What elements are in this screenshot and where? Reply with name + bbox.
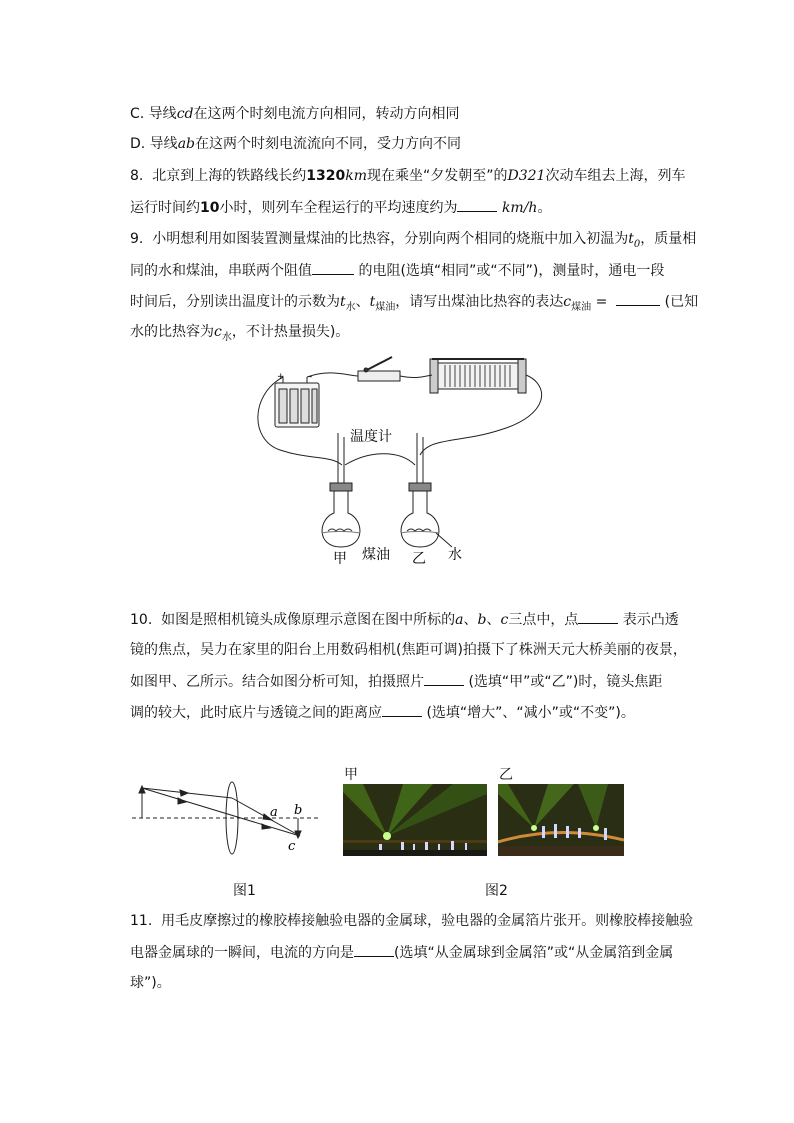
question-number: 9. [130, 231, 144, 247]
text: 现在乘坐“夕发朝至”的 [367, 168, 508, 184]
text: (已知 [664, 294, 699, 310]
text: 调的较大，此时底片与透镜之间的距离应 [130, 705, 382, 721]
symbol-c: c [563, 294, 572, 310]
point-a: a [455, 612, 464, 628]
text: 小时，则列车全程运行的平均速度约为 [219, 200, 458, 216]
battery-icon [275, 377, 319, 427]
minus-sign: - [309, 372, 313, 382]
text: 的电阻(选填“相同”或“不同”)，测量时，通电一段 [358, 263, 665, 279]
text: 用毛皮摩擦过的橡胶棒接触验电器的金属球，验电器的金属箔片张开。则橡胶棒接触验 [161, 913, 694, 929]
point-c: c [500, 612, 509, 628]
value-1320: 1320 [306, 168, 346, 184]
subscript: 煤油 [571, 301, 592, 313]
text: C. 导线 [130, 106, 177, 122]
text: (选填“增大”、“减小”或“不变”)。 [426, 705, 635, 721]
q9-apparatus-figure [250, 355, 560, 575]
q8-line2 [130, 197, 551, 218]
photo-jia-label: 甲 [344, 767, 358, 783]
subscript: 煤油 [375, 301, 396, 313]
text: ，质量相 [640, 231, 697, 247]
subscript: 0 [633, 238, 641, 250]
answer-blank[interactable] [457, 197, 497, 212]
text: 三点中，点 [508, 612, 579, 628]
rheostat-icon [430, 359, 526, 393]
text: 、 [486, 612, 501, 628]
q7-option-d [130, 134, 461, 154]
point-c-label: c [288, 839, 296, 854]
q10-line3 [130, 671, 662, 692]
text: 北京到上海的铁路线长约 [152, 168, 307, 184]
switch-icon [358, 357, 400, 381]
q9-line1 [130, 229, 696, 255]
point-b-label: b [294, 803, 303, 818]
point-b: b [477, 612, 487, 628]
question-number: 10. [130, 612, 153, 628]
symbol-t: t [340, 294, 346, 310]
point-a-label: a [270, 805, 278, 820]
label-kerosene: 煤油 [362, 547, 390, 563]
q7-option-c [130, 104, 460, 124]
text: 次动车组去上海，列车 [545, 168, 686, 184]
text: 时间后，分别读出温度计的示数为 [130, 294, 340, 310]
q10-line4 [130, 702, 635, 723]
answer-blank[interactable] [578, 609, 618, 624]
text: = [591, 294, 612, 310]
text: 运行时间约 [130, 200, 200, 216]
text: 电器金属球的一瞬间，电流的方向是 [130, 945, 354, 961]
unit-kmh: km/h [501, 200, 538, 216]
subscript: 水 [221, 331, 232, 343]
text: 在这两个时刻电流方向相同，转动方向相同 [193, 106, 460, 122]
text: 水的比热容为 [130, 324, 214, 340]
text: ，不计热量损失)。 [231, 324, 350, 340]
q11-line1 [130, 911, 693, 931]
answer-blank[interactable] [312, 260, 354, 275]
train-number: D321 [507, 168, 546, 184]
answer-blank[interactable] [424, 671, 464, 686]
question-number: 11. [130, 913, 153, 929]
flask-yi [401, 483, 439, 547]
symbol-c: c [214, 324, 222, 340]
thermometer-label: 温度计 [350, 429, 392, 445]
value-10: 10 [200, 200, 220, 216]
question-number: 8. [130, 168, 144, 184]
symbol-t: t [369, 294, 376, 310]
text: 球”)。 [130, 975, 171, 991]
text: (选填“甲”或“乙”)时，镜头焦距 [468, 674, 663, 690]
text: 表示凸透 [622, 612, 679, 628]
text: 如图是照相机镜头成像原理示意图在图中所标的 [161, 612, 456, 628]
label-jia: 甲 [333, 551, 347, 567]
text: 同的水和煤油，串联两个阻值 [130, 263, 312, 279]
lens-diagram [128, 776, 328, 866]
q9-line2 [130, 260, 664, 281]
text: (选填“从金属球到金属箔”或“从金属箔到金属 [394, 945, 674, 961]
text: 小明想利用如图装置测量煤油的比热容，分别向两个相同的烧瓶中加入初温为 [152, 231, 629, 247]
text: 、 [355, 294, 370, 310]
flask-jia [322, 483, 360, 547]
plus-sign: + [277, 372, 285, 382]
subscript: 水 [345, 301, 356, 313]
photo-jia [343, 784, 487, 856]
text: 镜的焦点，吴力在家里的阳台上用数码相机(焦距可调)拍摄下了株洲天元大桥美丽的夜景， [130, 642, 687, 658]
photo-yi [498, 784, 624, 856]
text: 如图甲、乙所示。结合如图分析可知，拍摄照片 [130, 674, 424, 690]
q10-line2 [130, 640, 687, 660]
unit-km: km [345, 168, 367, 184]
fig2-caption: 图2 [485, 883, 508, 899]
q11-line2 [130, 942, 673, 963]
text: 、 [463, 612, 478, 628]
q11-line3 [130, 973, 171, 993]
q10-line1 [130, 609, 679, 630]
label-water: 水 [448, 547, 462, 563]
text: ，请写出煤油比热容的表达 [395, 294, 564, 310]
q9-line4 [130, 322, 349, 348]
fig1-caption: 图1 [233, 883, 256, 899]
answer-blank[interactable] [382, 702, 422, 717]
math-cd: cd [176, 106, 194, 122]
photo-yi-label: 乙 [499, 767, 513, 783]
text: 。 [537, 200, 552, 216]
answer-blank[interactable] [354, 942, 394, 957]
answer-blank[interactable] [616, 291, 660, 306]
math-ab: ab [177, 136, 195, 152]
text: D. 导线 [130, 136, 178, 152]
q8-line1 [130, 166, 685, 186]
label-yi: 乙 [412, 551, 426, 567]
q9-line3 [130, 291, 698, 318]
symbol-t: t [628, 231, 634, 247]
text: 在这两个时刻电流流向不同，受力方向不同 [195, 136, 461, 152]
